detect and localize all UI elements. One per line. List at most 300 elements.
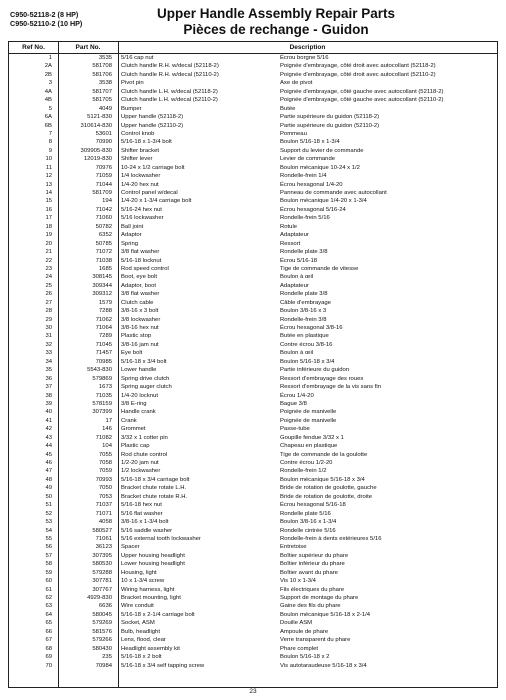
table-row xyxy=(9,645,497,653)
description-fr: Pommeau xyxy=(280,130,307,137)
description-en: Wiring harness, light xyxy=(121,586,175,593)
description-fr: Écrou hexagonal 1/4-20 xyxy=(280,181,343,188)
model-number-8hp: C950-52118-2 (8 HP) xyxy=(10,10,79,19)
description-en: Wire conduit xyxy=(121,603,154,610)
description-en: 1/4 lockwasher xyxy=(121,173,161,180)
part-no: 4929-830 xyxy=(87,595,112,601)
description-fr: Poignée de manivelle xyxy=(280,417,337,424)
part-no: 70985 xyxy=(95,358,112,365)
description-fr: Support de montage du phare xyxy=(280,595,359,601)
ref-no: 26 xyxy=(45,291,52,298)
part-no: 307767 xyxy=(92,586,112,593)
part-no: 53601 xyxy=(95,130,112,137)
description-fr: Boulon 3/8-16 x 1-3/4 xyxy=(280,519,337,526)
table-row xyxy=(9,569,497,577)
description-en: Lower handle xyxy=(121,367,157,374)
description-en: Rod chute control xyxy=(121,451,168,458)
table-row xyxy=(9,400,497,408)
description-en: 3/8-16 x 1-3/4 bolt xyxy=(121,519,169,526)
ref-no: 66 xyxy=(45,628,52,635)
part-no: 70976 xyxy=(95,164,112,171)
description-fr: Gaine des fils du phare xyxy=(280,603,341,610)
table-row xyxy=(9,408,497,416)
part-no: 70984 xyxy=(95,662,112,669)
ref-no: 29 xyxy=(45,316,52,323)
table-row xyxy=(9,257,497,265)
parts-table xyxy=(8,41,498,688)
description-fr: Verre transparent du phare xyxy=(280,637,351,644)
description-fr: Fils électriques du phare xyxy=(280,586,345,593)
part-no: 50785 xyxy=(95,240,112,247)
description-en: Spring xyxy=(121,240,139,247)
part-no: 1673 xyxy=(98,384,112,391)
ref-no: 15 xyxy=(45,198,52,205)
table-row xyxy=(9,265,497,273)
description-en: 5/16-18 hex nut xyxy=(121,502,162,509)
ref-no: 40 xyxy=(45,409,52,416)
ref-no: 49 xyxy=(45,485,52,492)
description-fr: Boîtier supérieur du phare xyxy=(280,552,349,559)
part-no: 71064 xyxy=(95,325,112,331)
description-fr: Ressort d'embrayage de la vis sans fin xyxy=(280,384,381,391)
description-en: Clutch handle L.H. w/decal (52118-2) xyxy=(121,88,218,95)
description-en: 5/16 saddle washer xyxy=(121,527,173,534)
ref-no: 27 xyxy=(45,299,52,306)
ref-no: 10 xyxy=(45,156,52,163)
part-no: 1579 xyxy=(98,299,112,306)
description-en: Lower housing headlight xyxy=(121,561,185,568)
description-fr: Passe-tube xyxy=(280,426,310,433)
part-no: 308145 xyxy=(92,274,112,281)
ref-no: 30 xyxy=(45,325,52,331)
table-row xyxy=(9,552,497,560)
ref-no: 11 xyxy=(45,164,52,171)
description-en: Grommet xyxy=(121,426,146,433)
ref-no: 4A xyxy=(44,88,52,95)
part-no: 5543-830 xyxy=(87,367,112,374)
description-en: Control panel w/decal xyxy=(121,190,178,196)
table-row xyxy=(9,299,497,307)
page-subtitle: Pièces de rechange - Guidon xyxy=(183,22,369,37)
header-description: Description xyxy=(289,44,326,51)
ref-no: 44 xyxy=(45,443,52,450)
header-part-no: Part No. xyxy=(75,44,101,51)
description-fr: Boulon mécanique 1/4-20 x 1-3/4 xyxy=(280,198,367,205)
ref-no: 51 xyxy=(45,502,52,509)
description-en: 3/8 flat washer xyxy=(121,291,160,298)
ref-no: 12 xyxy=(45,173,52,180)
ref-no: 43 xyxy=(45,434,52,441)
part-no: 70993 xyxy=(95,476,112,483)
description-fr: Contre écrou 1/2-20 xyxy=(280,460,333,466)
table-row xyxy=(9,383,497,391)
description-fr: Boulon 5/16-18 x 2 xyxy=(280,654,330,661)
ref-no: 8 xyxy=(48,139,52,146)
description-en: Spring auger clutch xyxy=(121,384,172,391)
description-en: 5/16 cap nut xyxy=(121,55,154,61)
description-fr: Adaptateur xyxy=(280,282,309,289)
table-row xyxy=(9,560,497,568)
ref-no: 3 xyxy=(48,80,52,87)
part-no: 71038 xyxy=(95,257,112,264)
ref-no: 20 xyxy=(45,240,52,247)
part-no: 3538 xyxy=(98,80,112,87)
description-fr: Tige de commande de vitesse xyxy=(280,265,359,272)
description-en: Boot, eye bolt xyxy=(121,274,158,281)
table-row xyxy=(9,628,497,636)
table-row xyxy=(9,484,497,492)
ref-no: 38 xyxy=(45,392,52,399)
part-no: 12019-830 xyxy=(83,156,112,163)
description-fr: Rondelle-frein 3/8 xyxy=(280,316,327,323)
ref-no: 46 xyxy=(45,460,52,466)
header-ref-no: Ref No. xyxy=(22,44,45,51)
description-en: 5/16-18 x 3/4 self tapping screw xyxy=(121,662,205,669)
description-fr: Écrou 5/16-18 xyxy=(280,257,318,264)
description-en: 5/16 flat washer xyxy=(121,510,163,517)
table-row xyxy=(9,594,497,602)
table-row xyxy=(9,248,497,256)
table-body xyxy=(9,54,497,670)
ref-no: 9 xyxy=(48,147,52,154)
description-en: Clutch cable xyxy=(121,299,154,306)
part-no: 581709 xyxy=(92,190,112,196)
part-no: 71062 xyxy=(95,316,112,323)
ref-no: 19 xyxy=(45,232,52,239)
ref-no: 53 xyxy=(45,519,52,526)
description-fr: Boulon à œil xyxy=(280,350,314,357)
description-en: Plastic stop xyxy=(121,333,152,340)
description-fr: Vis autotaraudeuse 5/16-18 x 3/4 xyxy=(280,662,367,669)
description-en: Shifter lever xyxy=(121,156,153,163)
table-row xyxy=(9,206,497,214)
part-no: 579869 xyxy=(92,375,112,382)
ref-no: 69 xyxy=(45,654,52,661)
part-no: 581576 xyxy=(92,628,112,635)
table-row xyxy=(9,282,497,290)
ref-no: 42 xyxy=(45,426,52,433)
description-fr: Rondelle-frein 1/2 xyxy=(280,468,327,475)
description-en: Clutch handle R.H. w/decal (52110-2) xyxy=(121,71,219,78)
table-row xyxy=(9,527,497,535)
part-no: 5121-830 xyxy=(87,114,112,121)
ref-no: 45 xyxy=(45,451,52,458)
description-fr: Boîtier inférieur du phare xyxy=(280,561,345,568)
description-fr: Boulon 5/16-18 x 3/4 xyxy=(280,358,335,365)
model-number-10hp: C950-52110-2 (10 HP) xyxy=(10,19,83,28)
description-fr: Écrou 1/4-20 xyxy=(280,392,314,399)
description-en: Ball joint xyxy=(121,223,144,230)
ref-no: 50 xyxy=(45,493,52,500)
part-no: 71059 xyxy=(95,173,112,180)
ref-no: 24 xyxy=(45,274,52,281)
part-no: 36123 xyxy=(95,544,112,551)
part-no: 581706 xyxy=(92,71,112,78)
ref-no: 47 xyxy=(45,468,52,475)
description-fr: Poignée d'embrayage, côté droit avec autocollant (52118-2) xyxy=(280,63,436,70)
table-row xyxy=(9,662,497,670)
part-no: 307395 xyxy=(92,552,112,559)
description-fr: Bague 3/8 xyxy=(280,400,307,407)
description-fr: Boulon 3/8-16 x 3 xyxy=(280,308,327,315)
description-en: Headlight assembly kit xyxy=(121,645,180,652)
table-row xyxy=(9,231,497,239)
part-no: 50782 xyxy=(95,223,112,230)
description-en: Shifter bracket xyxy=(121,147,159,154)
part-no: 580045 xyxy=(92,611,112,618)
table-row xyxy=(9,290,497,298)
part-no: 309312 xyxy=(92,291,112,298)
ref-no: 58 xyxy=(45,561,52,568)
description-en: Crank xyxy=(121,417,137,424)
table-row xyxy=(9,602,497,610)
table-row xyxy=(9,164,497,172)
table-row xyxy=(9,493,497,501)
description-fr: Vis 10 x 1-3/4 xyxy=(280,578,316,585)
table-row xyxy=(9,96,497,104)
description-fr: Partie supérieure du guidon (52118-2) xyxy=(280,114,380,121)
ref-no: 48 xyxy=(45,476,52,483)
ref-no: 6B xyxy=(44,122,52,129)
ref-no: 2A xyxy=(44,63,52,70)
description-en: 10 x 1-3/4 screw xyxy=(121,578,165,585)
table-row xyxy=(9,189,497,197)
description-en: Control knob xyxy=(121,130,155,137)
part-no: 71045 xyxy=(95,341,112,348)
description-en: Spacer xyxy=(121,544,140,551)
description-en: 5/16-18 x 2 bolt xyxy=(121,654,162,661)
description-en: Bracket mounting, light xyxy=(121,595,181,601)
description-fr: Poignée de manivelle xyxy=(280,409,337,416)
part-no: 71042 xyxy=(95,206,112,213)
description-en: 3/8-16 hex nut xyxy=(121,325,159,331)
description-en: Rod speed control xyxy=(121,265,169,272)
table-row xyxy=(9,434,497,442)
table-row xyxy=(9,510,497,518)
ref-no: 39 xyxy=(45,400,52,407)
description-fr: Tige de commande de la goulotte xyxy=(280,451,368,458)
table-row xyxy=(9,147,497,155)
description-fr: Axe de pivot xyxy=(280,80,313,87)
description-fr: Poignée d'embrayage, côté droit avec autocollant (52110-2) xyxy=(280,71,436,78)
part-no: 146 xyxy=(102,426,112,433)
description-en: Lens, flood, clear xyxy=(121,637,166,644)
part-no: 7058 xyxy=(98,460,112,466)
description-en: 1/4-20 hex nut xyxy=(121,181,159,188)
description-en: 5/16-18 locknut xyxy=(121,257,162,264)
description-en: 1/2 lockwasher xyxy=(121,468,161,475)
table-row xyxy=(9,442,497,450)
ref-no: 16 xyxy=(45,206,52,213)
ref-no: 62 xyxy=(45,595,52,601)
table-row xyxy=(9,451,497,459)
ref-no: 52 xyxy=(45,510,52,517)
description-fr: Poignée d'embrayage, côté gauche avec autocollant (52118-2) xyxy=(280,88,444,95)
description-fr: Goupille fendue 3/32 x 1 xyxy=(280,434,344,441)
ref-no: 67 xyxy=(45,637,52,644)
ref-no: 63 xyxy=(45,603,52,610)
ref-no: 33 xyxy=(45,350,52,357)
part-no: 581707 xyxy=(92,88,112,95)
description-en: Clutch handle R.H. w/decal (52118-2) xyxy=(121,63,219,70)
part-no: 4049 xyxy=(98,105,112,112)
ref-no: 41 xyxy=(45,417,52,424)
description-fr: Boulon mécanique 10-24 x 1/2 xyxy=(280,164,360,171)
table-row xyxy=(9,79,497,87)
ref-no: 17 xyxy=(45,215,52,222)
description-fr: Rondelle plate 3/8 xyxy=(280,249,328,256)
part-no: 235 xyxy=(102,654,112,661)
table-row xyxy=(9,636,497,644)
ref-no: 65 xyxy=(45,620,52,627)
description-fr: Écrou hexagonal 5/16-24 xyxy=(280,206,346,213)
table-row xyxy=(9,501,497,509)
description-en: Pivot pin xyxy=(121,80,144,87)
ref-no: 61 xyxy=(45,586,52,593)
description-fr: Boulon mécanique 5/16-18 x 2-1/4 xyxy=(280,611,371,618)
part-no: 71035 xyxy=(95,392,112,399)
part-no: 579288 xyxy=(92,569,112,576)
description-en: Upper handle (52110-2) xyxy=(121,122,184,129)
ref-no: 5 xyxy=(48,105,52,112)
description-en: Socket, ASM xyxy=(121,620,155,627)
ref-no: 55 xyxy=(45,535,52,542)
page-title: Upper Handle Assembly Repair Parts xyxy=(156,6,396,21)
part-no: 3535 xyxy=(98,55,112,61)
description-fr: Chapeau en plastique xyxy=(280,443,338,450)
description-en: 1/2-20 jam nut xyxy=(121,460,159,466)
table-row xyxy=(9,619,497,627)
ref-no: 32 xyxy=(45,341,52,348)
description-en: Bracket chute rotate L.H. xyxy=(121,485,187,492)
part-no: 6352 xyxy=(98,232,112,239)
description-en: 1/4-20 x 1-3/4 carriage bolt xyxy=(121,198,192,205)
description-fr: Rondelle cintrée 5/16 xyxy=(280,527,336,534)
description-fr: Boulon 5/16-18 x 1-3/4 xyxy=(280,139,340,146)
part-no: 6636 xyxy=(98,603,112,610)
table-row xyxy=(9,223,497,231)
table-row xyxy=(9,611,497,619)
table-header xyxy=(9,42,497,54)
part-no: 580430 xyxy=(92,645,112,652)
description-en: Bracket chute rotate R.H. xyxy=(121,493,188,500)
description-fr: Partie supérieure du guidon (52110-2) xyxy=(280,122,380,129)
description-fr: Ressort d'embrayage des roues xyxy=(280,375,364,382)
part-no: 17 xyxy=(105,417,112,424)
description-en: Adaptor, boot xyxy=(121,282,157,289)
description-fr: Support du levier de commande xyxy=(280,147,364,154)
table-row xyxy=(9,467,497,475)
table-row xyxy=(9,577,497,585)
description-fr: Levier de commande xyxy=(280,156,336,163)
description-fr: Butée xyxy=(280,105,296,112)
ref-no: 6A xyxy=(44,114,52,121)
model-numbers xyxy=(10,10,82,28)
description-fr: Rondelle plate 3/8 xyxy=(280,291,328,298)
part-no: 579266 xyxy=(92,637,112,644)
description-en: Upper housing headlight xyxy=(121,552,185,559)
table-row xyxy=(9,392,497,400)
description-fr: Écrou hexagonal 3/8-16 xyxy=(280,325,343,331)
description-fr: Écrou hexagonal 5/16-18 xyxy=(280,502,346,509)
part-no: 580530 xyxy=(92,561,112,568)
description-fr: Boîtier avant du phare xyxy=(280,569,338,576)
part-no: 581705 xyxy=(92,97,112,104)
table-row xyxy=(9,138,497,146)
table-row xyxy=(9,172,497,180)
ref-no: 25 xyxy=(45,282,52,289)
ref-no: 7 xyxy=(48,130,52,137)
description-fr: Entretoise xyxy=(280,544,307,551)
table-row xyxy=(9,307,497,315)
table-row xyxy=(9,273,497,281)
description-fr: Contre écrou 3/8-16 xyxy=(280,341,333,348)
description-fr: Rondelle plate 5/16 xyxy=(280,510,331,517)
ref-no: 28 xyxy=(45,308,52,315)
description-fr: Rondelle-frein à dents extérieures 5/16 xyxy=(280,535,382,542)
description-fr: Partie inférieure du guidon xyxy=(280,367,350,374)
ref-no: 23 xyxy=(45,265,52,272)
table-row xyxy=(9,155,497,163)
ref-no: 54 xyxy=(45,527,52,534)
description-fr: Poignée d'embrayage, côté gauche avec autocollant (52110-2) xyxy=(280,97,444,104)
part-no: 7288 xyxy=(98,308,112,315)
ref-no: 70 xyxy=(45,662,52,669)
part-no: 307399 xyxy=(92,409,112,416)
page-number: 23 xyxy=(249,688,257,695)
table-row xyxy=(9,366,497,374)
part-no: 579269 xyxy=(92,620,112,627)
description-fr: Bride de rotation de goulotte, gauche xyxy=(280,485,377,492)
table-row xyxy=(9,358,497,366)
table-row xyxy=(9,349,497,357)
description-en: Handle crank xyxy=(121,409,156,416)
part-no: 7289 xyxy=(98,333,112,340)
ref-no: 22 xyxy=(45,257,52,264)
description-en: 3/8-16 jam nut xyxy=(121,341,159,348)
description-fr: Boulon mécanique 5/16-18 x 3/4 xyxy=(280,476,365,483)
description-en: Clutch handle L.H. w/decal (52110-2) xyxy=(121,97,218,104)
description-en: 10-24 x 1/2 carriage bolt xyxy=(121,164,185,171)
description-fr: Rondelle-frein 1/4 xyxy=(280,173,327,180)
ref-no: 4B xyxy=(44,97,52,104)
description-fr: Douille ASM xyxy=(280,620,313,627)
table-row xyxy=(9,113,497,121)
ref-no: 21 xyxy=(45,249,52,256)
table-row xyxy=(9,197,497,205)
table-row xyxy=(9,476,497,484)
ref-no: 13 xyxy=(45,181,52,188)
part-no: 4058 xyxy=(98,519,112,526)
table-row xyxy=(9,425,497,433)
description-en: 5/16-24 hex nut xyxy=(121,206,162,213)
title-block xyxy=(126,6,426,38)
description-en: Housing, light xyxy=(121,569,157,576)
description-fr: Bride de rotation de goulotte, droite xyxy=(280,493,373,500)
description-en: 3/32 x 1 cotter pin xyxy=(121,434,168,441)
part-no: 71037 xyxy=(95,502,112,509)
description-fr: Écrou borgne 5/16 xyxy=(280,55,329,61)
part-no: 309344 xyxy=(92,282,112,289)
part-no: 581708 xyxy=(92,63,112,70)
ref-no: 56 xyxy=(45,544,52,551)
description-en: 5/16 lockwasher xyxy=(121,215,164,222)
table-row xyxy=(9,417,497,425)
table-row xyxy=(9,543,497,551)
description-en: Eye bolt xyxy=(121,350,143,357)
description-en: Upper handle (52118-2) xyxy=(121,114,184,121)
table-row xyxy=(9,332,497,340)
